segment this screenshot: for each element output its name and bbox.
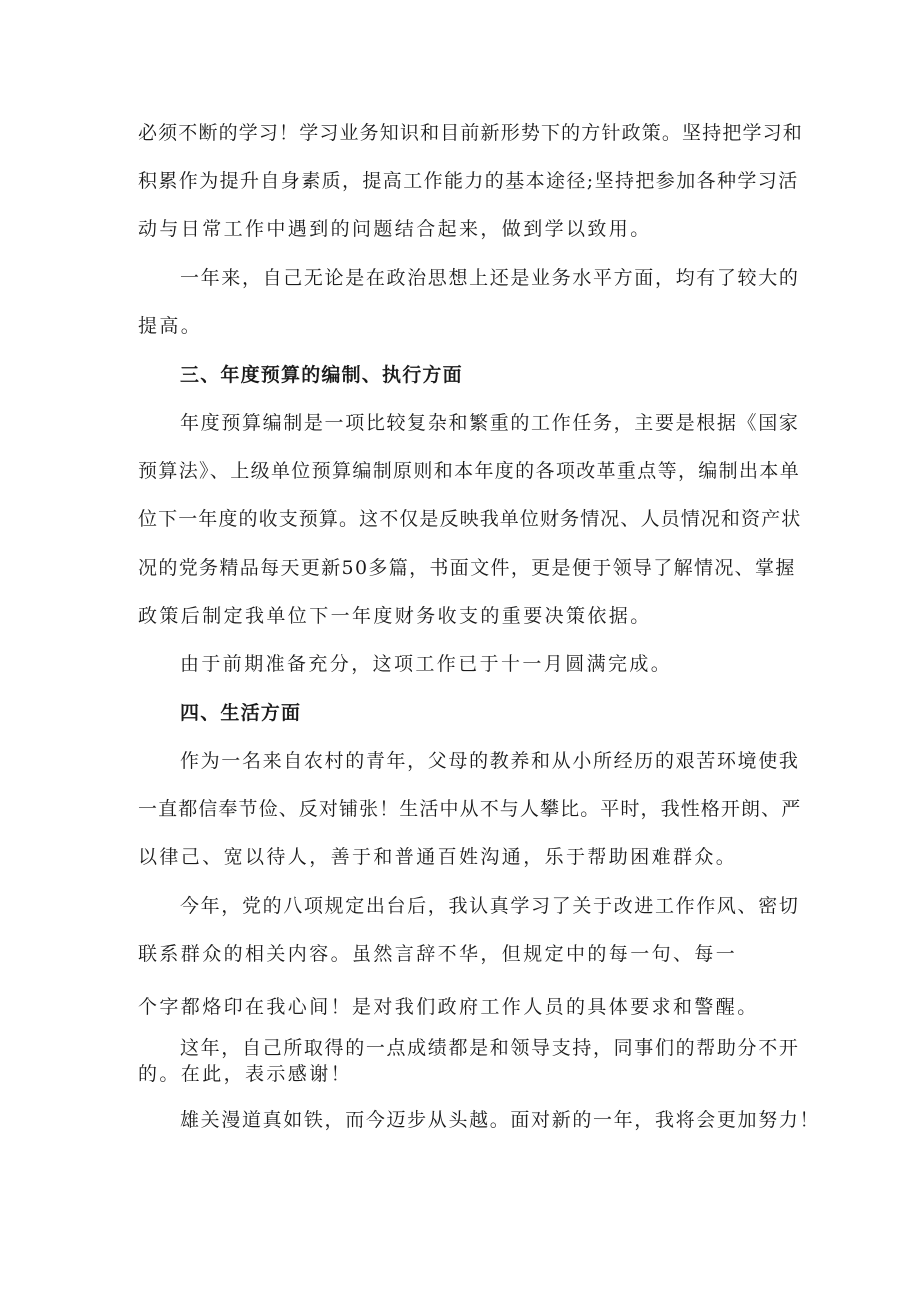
paragraph-line: 以律己、宽以待人，善于和普通百姓沟通，乐于帮助困难群众。 [138,846,738,868]
paragraph-line: 年度预算编制是一项比较复杂和繁重的工作任务，主要是根据《国家 [180,412,800,434]
paragraph-line: 一直都信奉节俭、反对铺张！生活中从不与人攀比。平时，我性格开朗、严 [138,798,802,820]
paragraph-line: 雄关漫道真如铁，而今迈步从头越。面对新的一年，我将会更加努力！ [180,1109,821,1131]
paragraph-line: 的。在此，表示感谢！ [138,1063,353,1085]
section-heading: 三、年度预算的编制、执行方面 [180,364,463,386]
paragraph-line: 今年，党的八项规定出台后，我认真学习了关于改进工作作风、密切 [180,895,800,917]
paragraph-line: 积累作为提升自身素质，提高工作能力的基本途径;坚持把参加各种学习活 [138,170,799,192]
paragraph-line: 作为一名来自农村的青年，父母的教养和从小所经历的艰苦环境使我 [180,750,800,772]
paragraph-line: 由于前期准备充分，这项工作已于十一月圆满完成。 [180,653,673,675]
paragraph-line: 位下一年度的收支预算。这不仅是反映我单位财务情况、人员情况和资产状 [138,508,802,530]
paragraph-line: 政策后制定我单位下一年度财务收支的重要决策依据。 [138,605,652,627]
paragraph-line: 提高。 [138,315,203,337]
section-heading: 四、生活方面 [180,702,302,724]
paragraph-line: 必须不断的学习！学习业务知识和目前新形势下的方针政策。坚持把学习和 [138,122,803,144]
paragraph-line: 预算法》、上级单位预算编制原则和本年度的各项改革重点等，编制出本单 [138,460,801,482]
paragraph-line: 一年来，自己无论是在政治思想上还是业务水平方面，均有了较大的 [180,267,800,289]
paragraph-line: 况的党务精品每天更新50多篇，书面文件，更是便于领导了解情况、掌握 [138,557,796,579]
paragraph-line: 动与日常工作中遇到的问题结合起来，做到学以致用。 [138,218,652,240]
paragraph-line: 联系群众的相关内容。虽然言辞不华，但规定中的每一句、每一 [138,943,738,965]
paragraph-line: 个字都烙印在我心间！是对我们政府工作人员的具体要求和警醒。 [138,996,759,1018]
paragraph-line: 这年，自己所取得的一点成绩都是和领导支持，同事们的帮助分不开 [180,1037,800,1059]
